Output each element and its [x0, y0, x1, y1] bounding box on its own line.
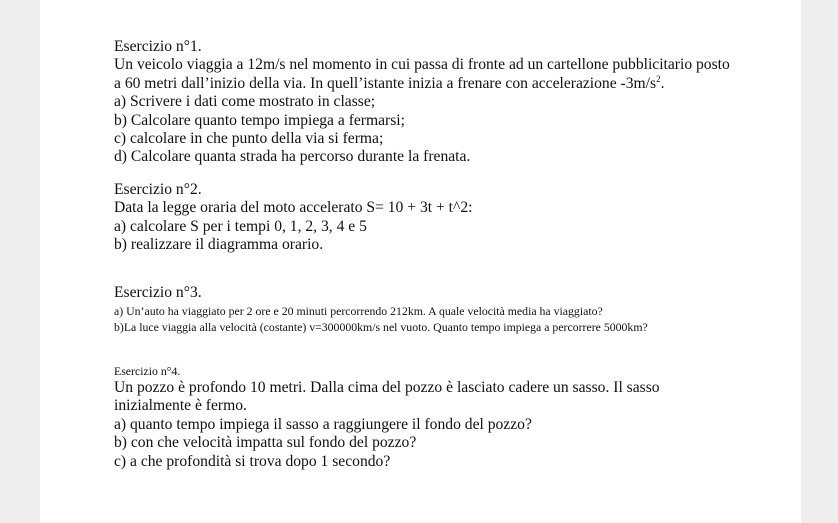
- exercise-1: [114, 38, 794, 167]
- exponent: 2: [656, 73, 661, 84]
- exercise-2-text: Data la legge oraria del moto accelerato S= 10 + 3t + t^2:: [114, 199, 473, 217]
- spacer: [114, 335, 794, 363]
- document-body: [114, 38, 794, 471]
- exercise-3-title: Esercizio n°3.: [114, 284, 202, 302]
- spacer: [114, 254, 794, 284]
- exercise-1-item-c: c) calcolare in che punto della via si ferma;: [114, 130, 384, 148]
- exercise-3-item-a: a) Un’auto ha viaggiato per 2 ore e 20 minuti percorrendo 212km. A quale velocità media ha viaggiato?: [114, 303, 603, 318]
- exercise-4-item-a: a) quanto tempo impiega il sasso a raggiungere il fondo del pozzo?: [114, 415, 532, 433]
- exercise-2: [114, 181, 794, 255]
- exercise-4: [114, 363, 794, 471]
- exercise-2-title: Esercizio n°2.: [114, 180, 202, 198]
- exercise-3-item-b: b)La luce viaggia alla velocità (costante) v=300000km/s nel vuoto. Quanto tempo impiega a percorrere 5000km?: [114, 319, 648, 334]
- exercise-1-text-line-1: Un veicolo viaggia a 12m/s nel momento in cui passa di fronte ad un cartellone pubblicitario posto: [114, 56, 730, 74]
- exercise-1-title: Esercizio n°1.: [114, 38, 202, 55]
- exercise-4-text-line-1: Un pozzo è profondo 10 metri. Dalla cima del pozzo è lasciato cadere un sasso. Il sasso: [114, 378, 660, 396]
- document-page: [40, 0, 801, 523]
- exercise-1-item-b: b) Calcolare quanto tempo impiega a fermarsi;: [114, 111, 405, 129]
- exercise-1-text-line-2-end: .: [660, 74, 665, 92]
- spacer: [114, 167, 794, 181]
- exercise-4-item-b: b) con che velocità impatta sul fondo del pozzo?: [114, 434, 417, 452]
- exercise-4-item-c: c) a che profondità si trova dopo 1 secondo?: [114, 452, 391, 470]
- exercise-3: [114, 284, 794, 334]
- exercise-1-item-d: d) Calcolare quanta strada ha percorso durante la frenata.: [114, 148, 471, 166]
- exercise-1-item-a: a) Scrivere i dati come mostrato in classe;: [114, 93, 376, 111]
- exercise-2-item-a: a) calcolare S per i tempi 0, 1, 2, 3, 4 e 5: [114, 217, 367, 235]
- exercise-2-item-b: b) realizzare il diagramma orario.: [114, 236, 324, 254]
- exercise-4-title: Esercizio n°4.: [114, 363, 181, 378]
- exercise-1-text-line-2-main: a 60 metri dall’inizio della via. In quell’istante inizia a frenare con accelerazione -3m/s: [114, 74, 657, 92]
- exercise-4-text-line-2: inizialmente è fermo.: [114, 397, 247, 415]
- exercise-1-text-line-2: [114, 75, 794, 93]
